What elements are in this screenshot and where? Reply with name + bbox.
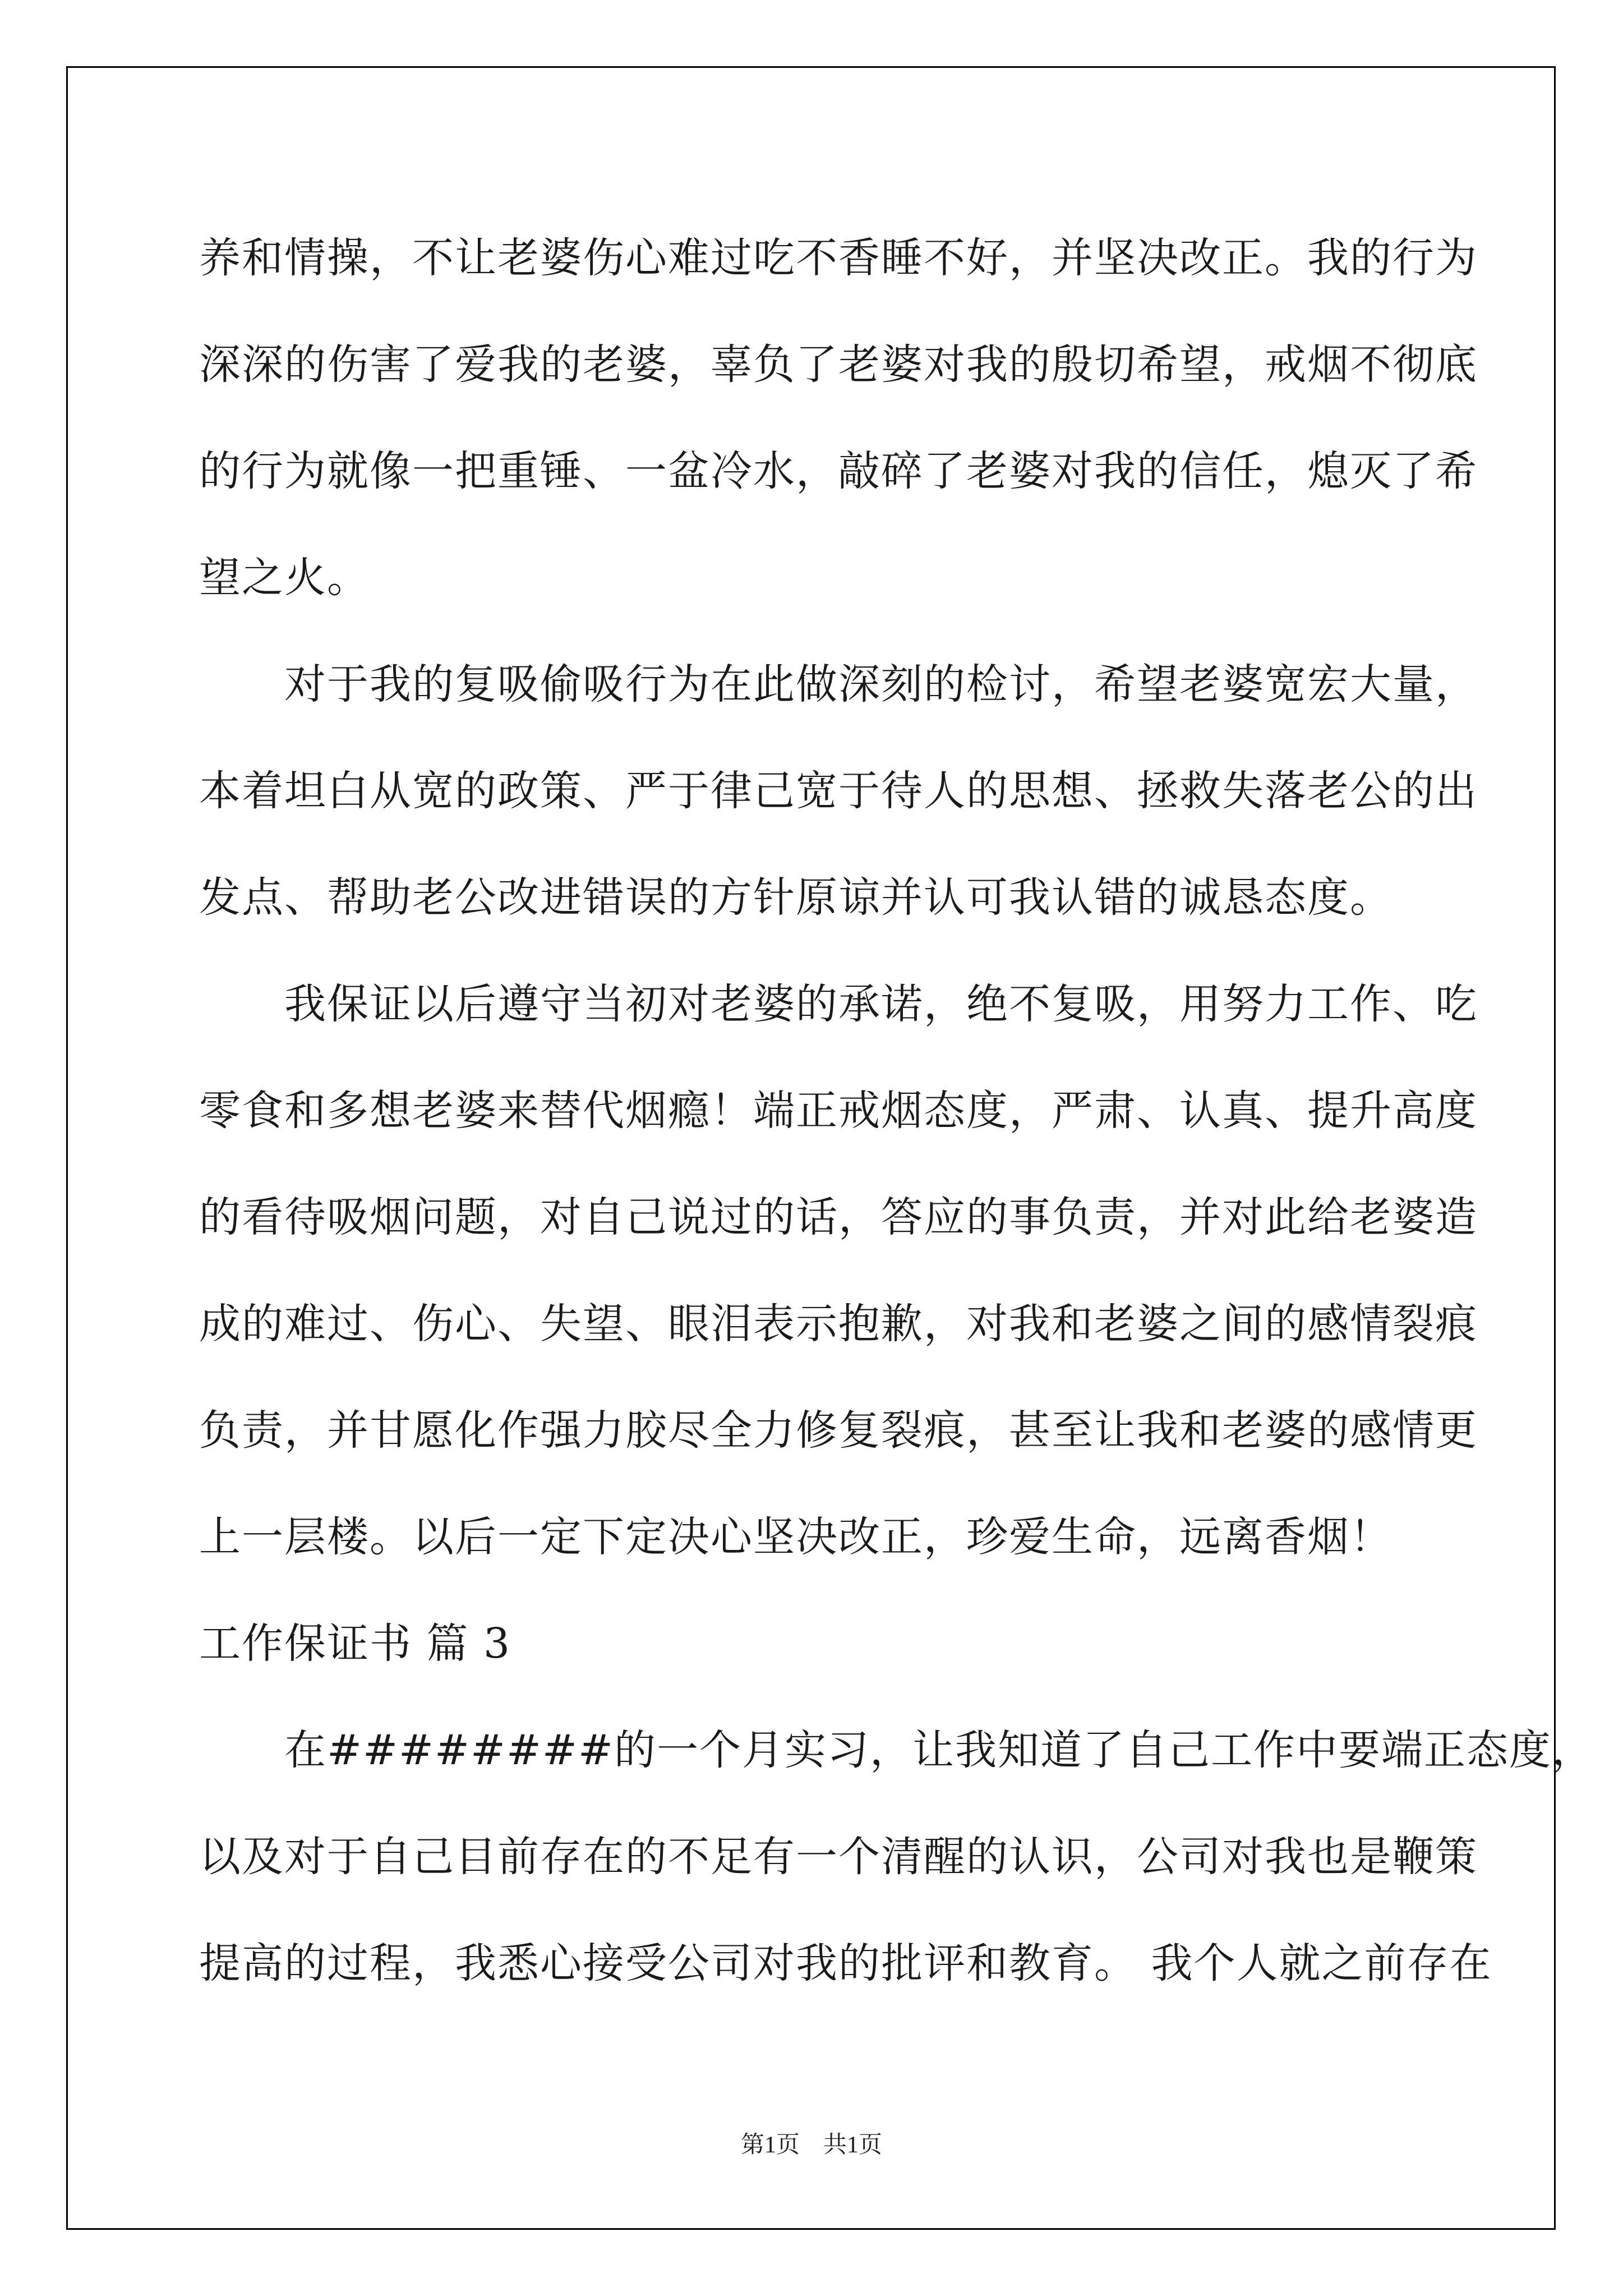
text-line: 深深的伤害了爱我的老婆，辜负了老婆对我的殷切希望，戒烟不彻底: [199, 341, 1478, 389]
document-body: [199, 205, 1595, 2017]
text-line: 对于我的复吸偷吸行为在此做深刻的检讨，希望老婆宽宏大量，: [199, 660, 1478, 708]
text-line: 我保证以后遵守当初对老婆的承诺，绝不复吸，用努力工作、吃: [199, 980, 1478, 1028]
text-line: 本着坦白从宽的政策、严于律己宽于待人的思想、拯救失落老公的出: [199, 767, 1478, 815]
text-line: 在########的一个月实习，让我知道了自己工作中要端正态度，: [199, 1726, 1595, 1774]
text-line: 零食和多想老婆来替代烟瘾！端正戒烟态度，严肃、认真、提升高度: [199, 1087, 1478, 1135]
text-line: 发点、帮助老公改进错误的方针原谅并认可我认错的诚恳态度。: [199, 873, 1393, 922]
text-line: 成的难过、伤心、失望、眼泪表示抱歉，对我和老婆之间的感情裂痕: [199, 1300, 1478, 1348]
text-line: 的看待吸烟问题，对自己说过的话，答应的事负责，并对此给老婆造: [199, 1193, 1478, 1241]
page-footer: 第1页 共1页: [740, 2132, 882, 2158]
section-heading: 工作保证书 篇 3: [199, 1619, 511, 1668]
text-line: 的行为就像一把重锤、一盆冷水，敲碎了老婆对我的信任，熄灭了希: [199, 447, 1478, 495]
text-line: 养和情操，不让老婆伤心难过吃不香睡不好，并坚决改正。我的行为: [199, 234, 1478, 282]
text-line: 负责，并甘愿化作强力胶尽全力修复裂痕，甚至让我和老婆的感情更: [199, 1406, 1478, 1455]
text-line: 望之火。: [199, 554, 370, 602]
text-line: 提高的过程，我悉心接受公司对我的批评和教育。 我个人就之前存在: [199, 1939, 1492, 1987]
text-line: 以及对于自己目前存在的不足有一个清醒的认识，公司对我也是鞭策: [199, 1833, 1478, 1881]
text-line: 上一层楼。以后一定下定决心坚决改正，珍爱生命，远离香烟！: [199, 1513, 1393, 1561]
